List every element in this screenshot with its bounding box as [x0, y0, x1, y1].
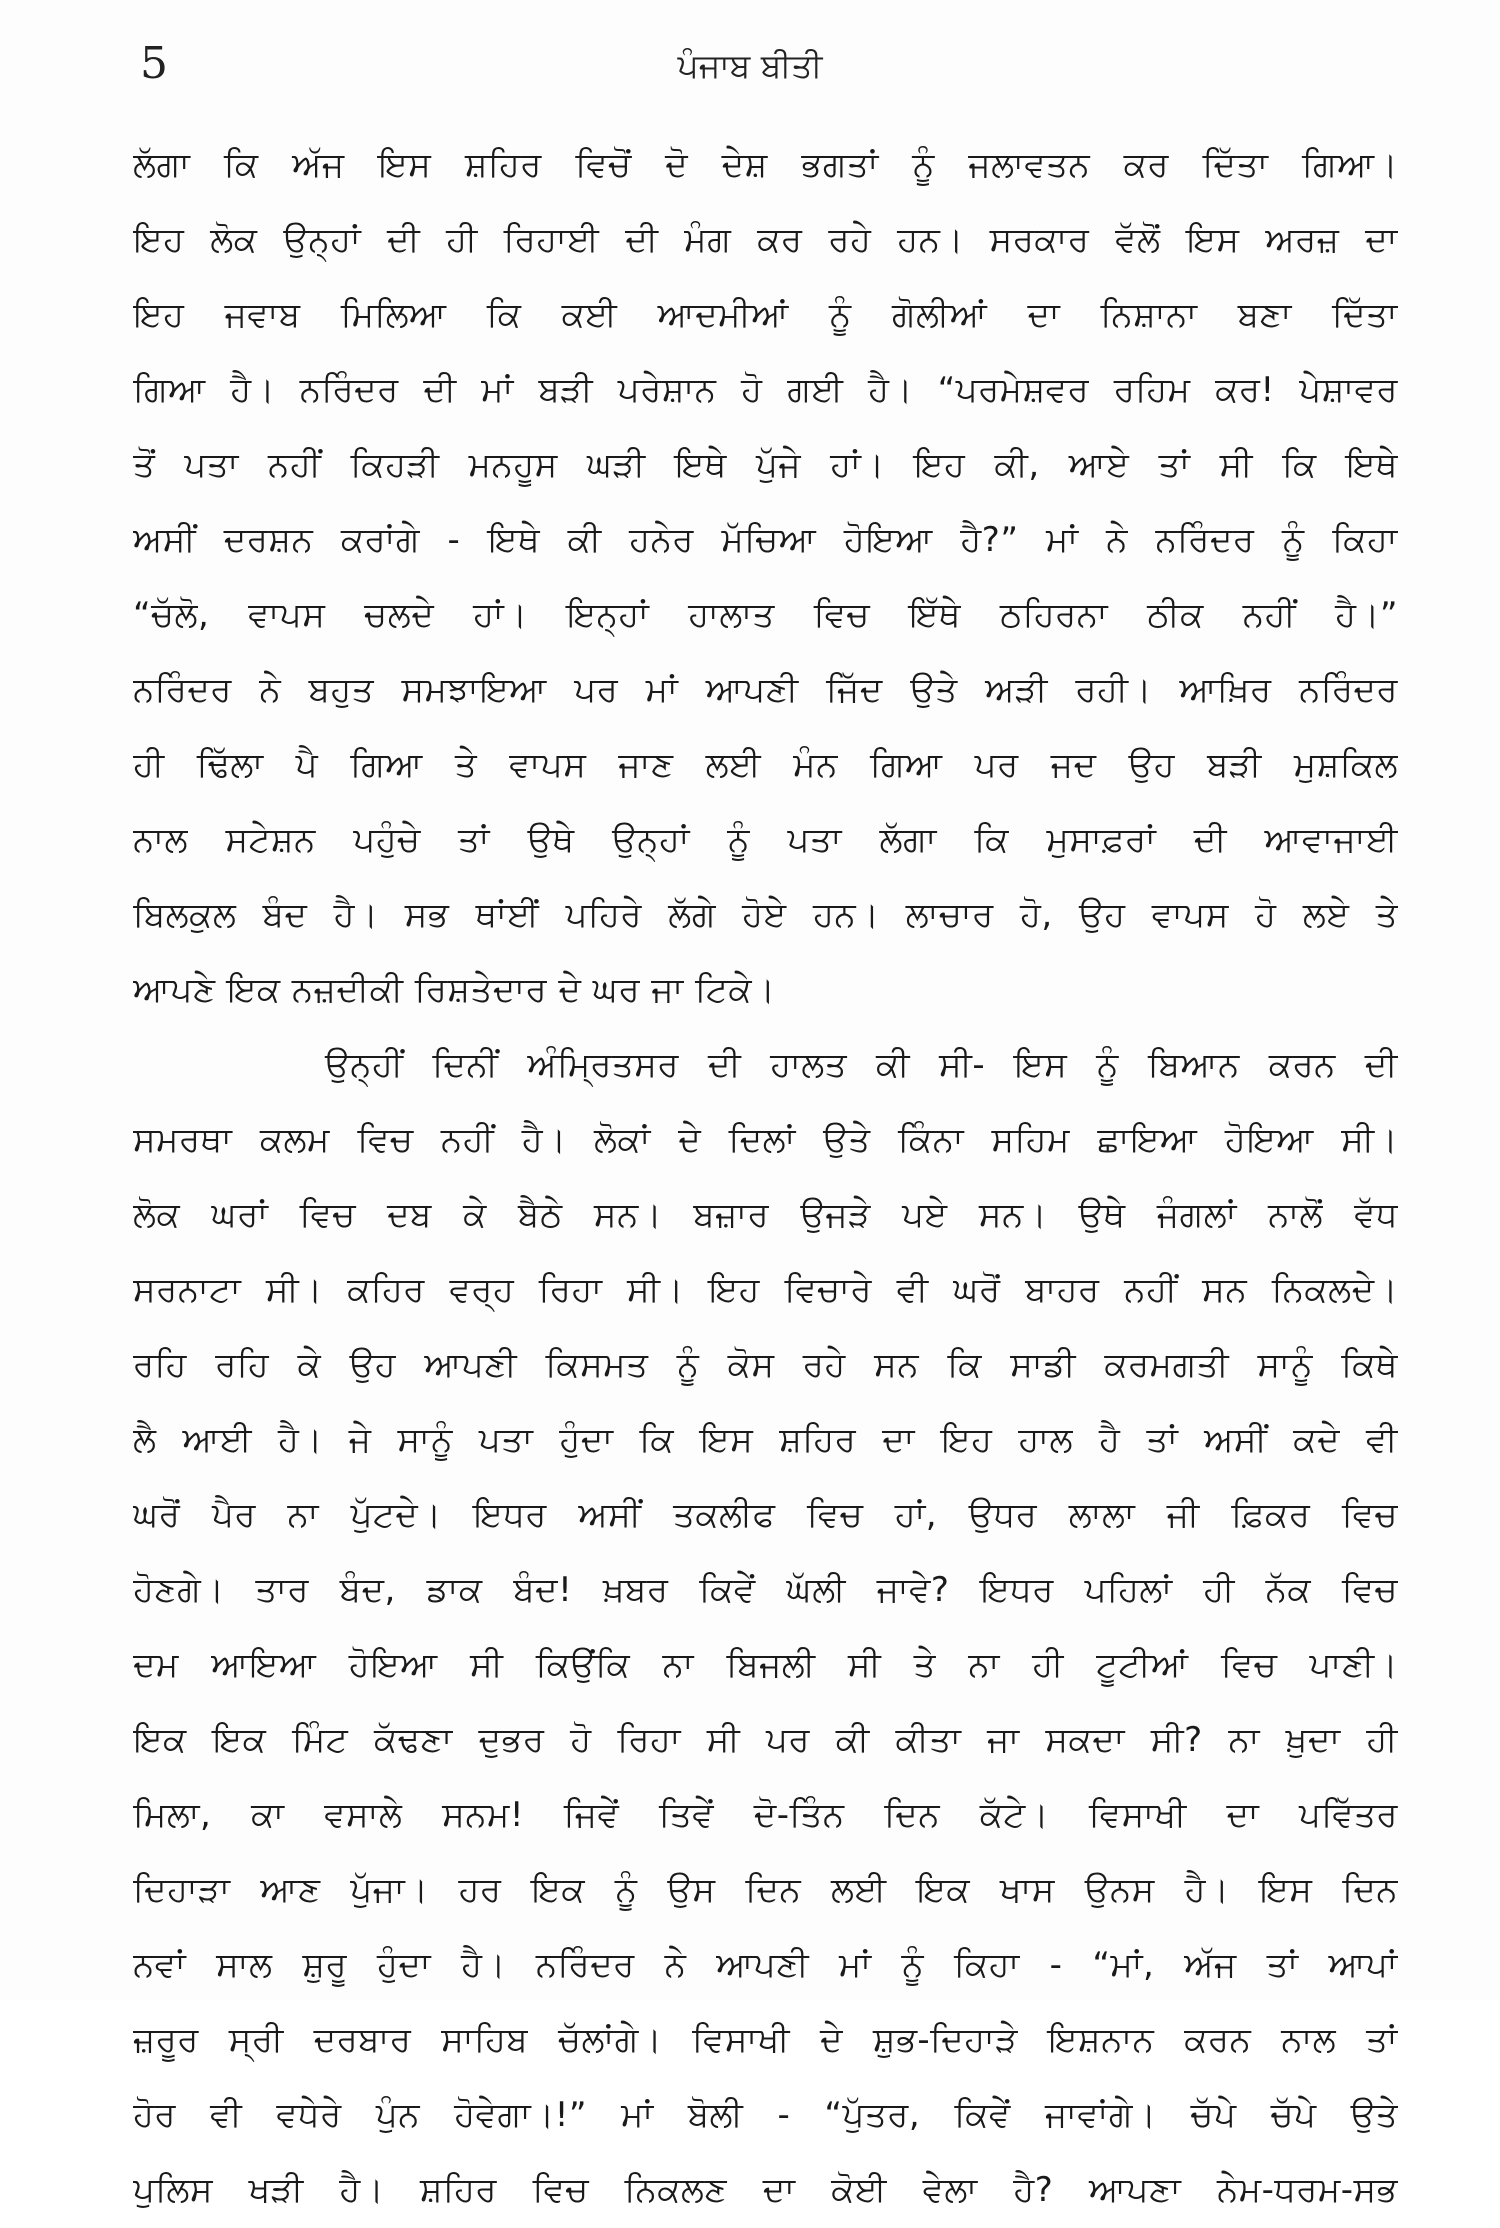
body-text — [133, 128, 1398, 2228]
text-line: ਹੋਰ ਵੀ ਵਧੇਰੇ ਪੁੰਨ ਹੋਵੇਗਾ।!” ਮਾਂ ਬੋਲੀ - “ਪੁੱਤਰ, ਕਿਵੇਂ ਜਾਵਾਂਗੇ। ਚੱਪੇ ਚੱਪੇ ਉਤੇ — [133, 2095, 1398, 2135]
text-line: ਸਮਰਥਾ ਕਲਮ ਵਿਚ ਨਹੀਂ ਹੈ। ਲੋਕਾਂ ਦੇ ਦਿਲਾਂ ਉਤੇ ਕਿੰਨਾ ਸਹਿਮ ਛਾਇਆ ਹੋਇਆ ਸੀ। — [133, 1120, 1398, 1160]
text-line: ਆਪਣੇ ਇਕ ਨਜ਼ਦੀਕੀ ਰਿਸ਼ਤੇਦਾਰ ਦੇ ਘਰ ਜਾ ਟਿਕੇ। — [133, 970, 776, 1010]
text-line: ਮਿਲਾ, ਕਾ ਵਸਾਲੇ ਸਨਮ! ਜਿਵੇਂ ਤਿਵੇਂ ਦੋ-ਤਿੰਨ ਦਿਨ ਕੱਟੇ। ਵਿਸਾਖੀ ਦਾ ਪਵਿੱਤਰ — [133, 1795, 1398, 1835]
text-line: ਗਿਆ ਹੈ। ਨਰਿੰਦਰ ਦੀ ਮਾਂ ਬੜੀ ਪਰੇਸ਼ਾਨ ਹੋ ਗਈ ਹੈ। “ਪਰਮੇਸ਼ਵਰ ਰਹਿਮ ਕਰ! ਪੇਸ਼ਾਵਰ — [133, 370, 1398, 410]
running-head-title: ਪੰਜਾਬ ਬੀਤੀ — [677, 46, 823, 85]
text-line: ਸਰਨਾਟਾ ਸੀ। ਕਹਿਰ ਵਰ੍ਹ ਰਿਹਾ ਸੀ। ਇਹ ਵਿਚਾਰੇ ਵੀ ਘਰੋਂ ਬਾਹਰ ਨਹੀਂ ਸਨ ਨਿਕਲਦੇ। — [133, 1270, 1398, 1310]
text-line: ਦਮ ਆਇਆ ਹੋਇਆ ਸੀ ਕਿਉਂਕਿ ਨਾ ਬਿਜਲੀ ਸੀ ਤੇ ਨਾ ਹੀ ਟੂਟੀਆਂ ਵਿਚ ਪਾਣੀ। — [133, 1645, 1398, 1685]
text-line: ਘਰੋਂ ਪੈਰ ਨਾ ਪੁੱਟਦੇ। ਇਧਰ ਅਸੀਂ ਤਕਲੀਫ ਵਿਚ ਹਾਂ, ਉਧਰ ਲਾਲਾ ਜੀ ਫ਼ਿਕਰ ਵਿਚ — [133, 1495, 1398, 1535]
text-line: ਤੋਂ ਪਤਾ ਨਹੀਂ ਕਿਹੜੀ ਮਨਹੂਸ ਘੜੀ ਇਥੇ ਪੁੱਜੇ ਹਾਂ। ਇਹ ਕੀ, ਆਏ ਤਾਂ ਸੀ ਕਿ ਇਥੇ — [133, 445, 1398, 485]
text-line: ਜ਼ਰੂਰ ਸ੍ਰੀ ਦਰਬਾਰ ਸਾਹਿਬ ਚੱਲਾਂਗੇ। ਵਿਸਾਖੀ ਦੇ ਸ਼ੁਭ-ਦਿਹਾੜੇ ਇਸ਼ਨਾਨ ਕਰਨ ਨਾਲ ਤਾਂ — [133, 2020, 1398, 2060]
text-line: ਉਨ੍ਹੀਂ ਦਿਨੀਂ ਅੰਮ੍ਰਿਤਸਰ ਦੀ ਹਾਲਤ ਕੀ ਸੀ- ਇਸ ਨੂੰ ਬਿਆਨ ਕਰਨ ਦੀ — [325, 1045, 1398, 1085]
text-line: ਹੀ ਢਿੱਲਾ ਪੈ ਗਿਆ ਤੇ ਵਾਪਸ ਜਾਣ ਲਈ ਮੰਨ ਗਿਆ ਪਰ ਜਦ ਉਹ ਬੜੀ ਮੁਸ਼ਕਿਲ — [133, 745, 1398, 785]
text-line: ਇਹ ਲੋਕ ਉਨ੍ਹਾਂ ਦੀ ਹੀ ਰਿਹਾਈ ਦੀ ਮੰਗ ਕਰ ਰਹੇ ਹਨ। ਸਰਕਾਰ ਵੱਲੋਂ ਇਸ ਅਰਜ਼ ਦਾ — [133, 220, 1398, 260]
text-line: ਹੋਣਗੇ। ਤਾਰ ਬੰਦ, ਡਾਕ ਬੰਦ! ਖ਼ਬਰ ਕਿਵੇਂ ਘੱਲੀ ਜਾਵੇ? ਇਧਰ ਪਹਿਲਾਂ ਹੀ ਨੱਕ ਵਿਚ — [133, 1570, 1398, 1610]
paragraph-1 — [133, 128, 1398, 1028]
page-number: 5 — [140, 38, 168, 89]
text-line: ਇਹ ਜਵਾਬ ਮਿਲਿਆ ਕਿ ਕਈ ਆਦਮੀਆਂ ਨੂੰ ਗੋਲੀਆਂ ਦਾ ਨਿਸ਼ਾਨਾ ਬਣਾ ਦਿੱਤਾ — [133, 295, 1398, 335]
text-line: ਰਹਿ ਰਹਿ ਕੇ ਉਹ ਆਪਣੀ ਕਿਸਮਤ ਨੂੰ ਕੋਸ ਰਹੇ ਸਨ ਕਿ ਸਾਡੀ ਕਰਮਗਤੀ ਸਾਨੂੰ ਕਿਥੇ — [133, 1345, 1398, 1385]
text-line: ਅਸੀਂ ਦਰਸ਼ਨ ਕਰਾਂਗੇ - ਇਥੇ ਕੀ ਹਨੇਰ ਮੱਚਿਆ ਹੋਇਆ ਹੈ?” ਮਾਂ ਨੇ ਨਰਿੰਦਰ ਨੂੰ ਕਿਹਾ — [133, 520, 1398, 560]
text-line: ਨਰਿੰਦਰ ਨੇ ਬਹੁਤ ਸਮਝਾਇਆ ਪਰ ਮਾਂ ਆਪਣੀ ਜਿੱਦ ਉਤੇ ਅੜੀ ਰਹੀ। ਆਖ਼ਿਰ ਨਰਿੰਦਰ — [133, 670, 1398, 710]
text-line: “ਚੱਲੋ, ਵਾਪਸ ਚਲਦੇ ਹਾਂ। ਇਨ੍ਹਾਂ ਹਾਲਾਤ ਵਿਚ ਇੱਥੇ ਠਹਿਰਨਾ ਠੀਕ ਨਹੀਂ ਹੈ।” — [133, 595, 1398, 635]
text-line: ਨਵਾਂ ਸਾਲ ਸ਼ੁਰੂ ਹੁੰਦਾ ਹੈ। ਨਰਿੰਦਰ ਨੇ ਆਪਣੀ ਮਾਂ ਨੂੰ ਕਿਹਾ - “ਮਾਂ, ਅੱਜ ਤਾਂ ਆਪਾਂ — [133, 1945, 1398, 1985]
text-line: ਬਿਲਕੁਲ ਬੰਦ ਹੈ। ਸਭ ਥਾਂਈਂ ਪਹਿਰੇ ਲੱਗੇ ਹੋਏ ਹਨ। ਲਾਚਾਰ ਹੋ, ਉਹ ਵਾਪਸ ਹੋ ਲਏ ਤੇ — [133, 895, 1398, 935]
text-line: ਨਾਲ ਸਟੇਸ਼ਨ ਪਹੁੰਚੇ ਤਾਂ ਉਥੇ ਉਨ੍ਹਾਂ ਨੂੰ ਪਤਾ ਲੱਗਾ ਕਿ ਮੁਸਾਫ਼ਰਾਂ ਦੀ ਆਵਾਜਾਈ — [133, 820, 1398, 860]
paragraph-2 — [133, 1028, 1398, 2228]
text-line: ਇਕ ਇਕ ਮਿੰਟ ਕੱਢਣਾ ਦੁਭਰ ਹੋ ਰਿਹਾ ਸੀ ਪਰ ਕੀ ਕੀਤਾ ਜਾ ਸਕਦਾ ਸੀ? ਨਾ ਖ਼ੁਦਾ ਹੀ — [133, 1720, 1398, 1760]
text-line: ਦਿਹਾੜਾ ਆਣ ਪੁੱਜਾ। ਹਰ ਇਕ ਨੂੰ ਉਸ ਦਿਨ ਲਈ ਇਕ ਖਾਸ ਉਨਸ ਹੈ। ਇਸ ਦਿਨ — [133, 1870, 1398, 1910]
text-line: ਲੋਕ ਘਰਾਂ ਵਿਚ ਦਬ ਕੇ ਬੈਠੇ ਸਨ। ਬਜ਼ਾਰ ਉਜੜੇ ਪਏ ਸਨ। ਉਥੇ ਜੰਗਲਾਂ ਨਾਲੋਂ ਵੱਧ — [133, 1195, 1398, 1235]
text-line: ਲੱਗਾ ਕਿ ਅੱਜ ਇਸ ਸ਼ਹਿਰ ਵਿਚੋਂ ਦੋ ਦੇਸ਼ ਭਗਤਾਂ ਨੂੰ ਜਲਾਵਤਨ ਕਰ ਦਿੱਤਾ ਗਿਆ। — [133, 145, 1398, 185]
text-line: ਪੁਲਿਸ ਖੜੀ ਹੈ। ਸ਼ਹਿਰ ਵਿਚ ਨਿਕਲਣ ਦਾ ਕੋਈ ਵੇਲਾ ਹੈ? ਆਪਣਾ ਨੇਮ-ਧਰਮ-ਸਭ — [133, 2170, 1398, 2210]
text-line: ਲੈ ਆਈ ਹੈ। ਜੇ ਸਾਨੂੰ ਪਤਾ ਹੁੰਦਾ ਕਿ ਇਸ ਸ਼ਹਿਰ ਦਾ ਇਹ ਹਾਲ ਹੈ ਤਾਂ ਅਸੀਂ ਕਦੇ ਵੀ — [133, 1420, 1398, 1460]
